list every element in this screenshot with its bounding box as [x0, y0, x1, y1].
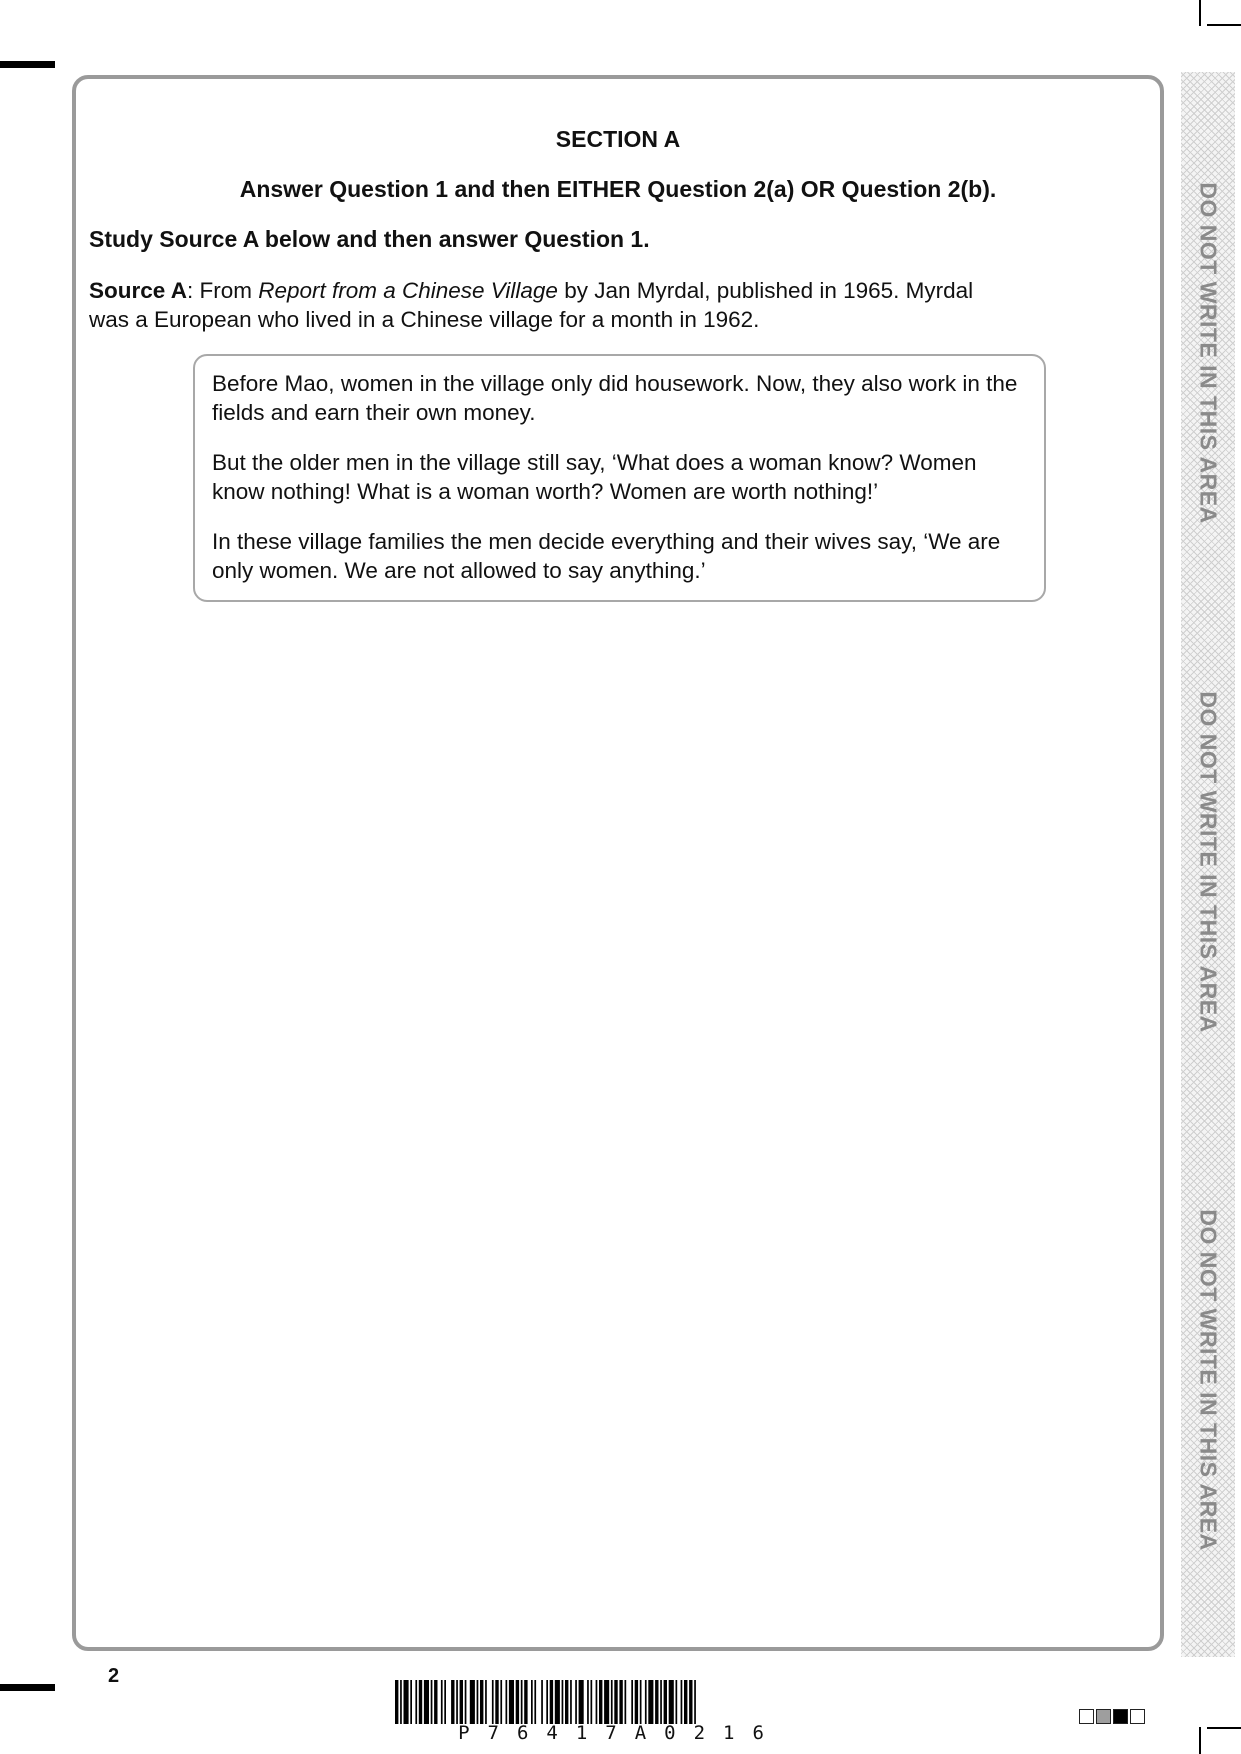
barcode-bar [635, 1680, 638, 1724]
barcode-bar [419, 1680, 422, 1724]
barcode-bar [631, 1680, 633, 1724]
page-indicator-square [1096, 1709, 1111, 1724]
barcode-bar [596, 1680, 598, 1724]
source-intro-text-before: : From [186, 278, 259, 303]
barcode-bar [424, 1680, 429, 1724]
page-indicator-square [1130, 1709, 1145, 1724]
no-write-warning: DO NOT WRITE IN THIS AREA [1195, 182, 1222, 524]
registration-mark-top [0, 61, 55, 68]
page-number: 2 [108, 1665, 120, 1687]
barcode-bar [587, 1680, 589, 1724]
barcode-bar [521, 1680, 523, 1724]
barcode-bar [460, 1680, 463, 1724]
barcode-bar [456, 1680, 458, 1724]
barcode-bar [562, 1680, 564, 1724]
barcode-bar [400, 1680, 402, 1724]
barcode-bar [660, 1680, 662, 1724]
barcode-bar [546, 1680, 548, 1724]
barcode-bar [579, 1680, 584, 1724]
page-indicator-square [1079, 1709, 1094, 1724]
barcode-bar [645, 1680, 647, 1724]
barcode-bar [570, 1680, 572, 1724]
barcode-bar [681, 1680, 683, 1724]
barcode-bar [599, 1680, 602, 1724]
barcode-bar [451, 1680, 454, 1724]
barcode-bar [604, 1680, 609, 1724]
question-instruction: Answer Question 1 and then EITHER Question 2(a) OR Question 2(b). [239, 176, 997, 202]
barcode-bar [516, 1680, 519, 1724]
no-write-warning: DO NOT WRITE IN THIS AREA [1195, 691, 1222, 1033]
barcode-bar [575, 1680, 577, 1724]
barcode-bar [550, 1680, 553, 1724]
barcode-bar [465, 1680, 467, 1724]
source-paragraph: But the older men in the village still say, ‘What does a woman know? Women know nothing! What is a woman worth? Women are worth nothing!’ [212, 450, 977, 504]
barcode-bar [689, 1680, 692, 1724]
page-indicator-square [1113, 1709, 1128, 1724]
barcode-bar [495, 1680, 498, 1724]
source-introduction [89, 276, 1019, 334]
barcode-bar [485, 1680, 487, 1724]
barcode-bar [506, 1680, 508, 1724]
barcode-bar [676, 1680, 678, 1724]
barcode-bar [694, 1680, 696, 1724]
barcode-bar [431, 1680, 433, 1724]
barcode-image [395, 1680, 845, 1724]
registration-mark-bottom [0, 1684, 55, 1691]
barcode-bar [404, 1680, 409, 1724]
barcode-bar [531, 1680, 533, 1724]
barcode-bar [640, 1680, 642, 1724]
barcode-bar [591, 1680, 593, 1724]
source-paragraph: Before Mao, women in the village only did housework. Now, they also work in the fields and earn their own money. [212, 371, 1018, 425]
section-title: SECTION A [555, 126, 681, 152]
barcode-bar [480, 1680, 483, 1724]
barcode-bar [684, 1680, 687, 1724]
barcode-bar [534, 1680, 536, 1724]
barcode-bar [410, 1680, 412, 1724]
barcode-bar [470, 1680, 475, 1724]
barcode-bar [500, 1680, 502, 1724]
barcode-bar [655, 1680, 658, 1724]
barcode-bar [619, 1680, 622, 1724]
barcode-bar [524, 1680, 527, 1724]
source-paragraph: In these village families the men decide everything and their wives say, ‘We are only women. We are not allowed to say anything.’ [212, 529, 1001, 583]
barcode-bar [434, 1680, 437, 1724]
barcode-bar [648, 1680, 653, 1724]
barcode-bar [477, 1680, 479, 1724]
barcode-bar [415, 1680, 417, 1724]
barcode-bar [541, 1680, 543, 1724]
barcode-bar [614, 1680, 617, 1724]
barcode-bar [664, 1680, 667, 1724]
study-instruction: Study Source A below and then answer Question 1. [89, 226, 650, 252]
barcode-bar [555, 1680, 560, 1724]
barcode-text: P76417A0216 [458, 1722, 782, 1744]
barcode-bar [441, 1680, 443, 1724]
barcode-bar [669, 1680, 674, 1724]
barcode-bar [444, 1680, 446, 1724]
source-intro-text-after: by Jan Myrdal, published in 1965. Myrdal was a European who lived in a Chinese village for a month in 1962. [89, 278, 974, 332]
barcode-bar [611, 1680, 613, 1724]
source-label: Source A [89, 278, 187, 303]
barcode-bar [395, 1680, 398, 1724]
barcode-bar [625, 1680, 627, 1724]
barcode-bar [509, 1680, 514, 1724]
no-write-warning: DO NOT WRITE IN THIS AREA [1195, 1209, 1222, 1551]
barcode-bar [492, 1680, 494, 1724]
source-book-title: Report from a Chinese Village [258, 278, 558, 303]
barcode-bar [565, 1680, 568, 1724]
